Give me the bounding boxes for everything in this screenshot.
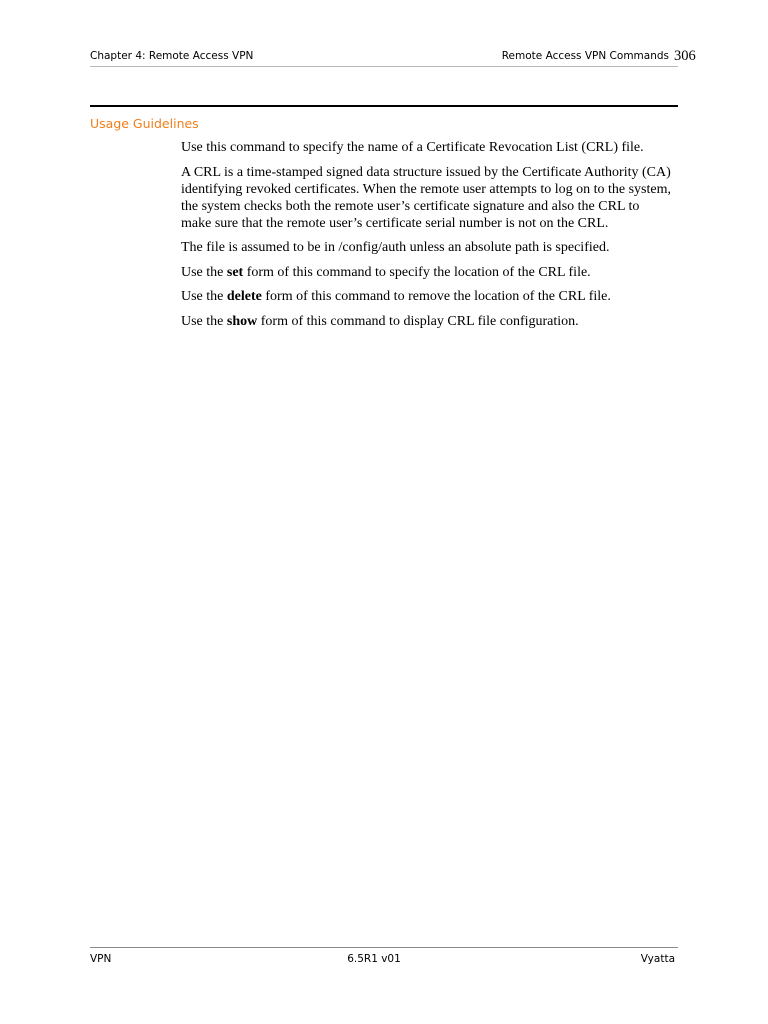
paragraph: A CRL is a time-stamped signed data structure issued by the Certificate Authority (CA) identifying revoked certificates. When the remote user attempts to log on to the system, the system checks both the remote user’s certificate signature and also the CRL to make sure that the remote user’s certificate serial number is not on the CRL. [181,164,671,231]
form-paragraph-delete [181,288,671,305]
form-paragraph-set [181,264,671,281]
header-section: Remote Access VPN Commands [501,50,669,62]
usage-guidelines-body [181,139,671,337]
footer-company: Vyatta [640,953,675,965]
keyword-show: show [226,313,258,329]
paragraph: The file is assumed to be in /config/auth unless an absolute path is specified. [181,240,610,255]
section-title: Usage Guidelines [90,116,199,131]
page-footer [90,947,678,968]
form-suffix: form of this command to specify the location of the CRL file. [243,264,591,280]
form-paragraph-show [181,313,671,330]
header-chapter: Chapter 4: Remote Access VPN [90,50,254,62]
paragraph: Use this command to specify the name of a Certificate Revocation List (CRL) file. [181,140,644,155]
section-divider [90,105,678,107]
keyword-set: set [226,264,244,280]
form-prefix: Use the [181,264,227,280]
form-prefix: Use the [181,313,227,329]
page-header [90,48,696,67]
page-number: 306 [674,48,696,64]
form-suffix: form of this command to remove the location of the CRL file. [261,289,611,304]
keyword-delete: delete [226,289,262,304]
footer-product: VPN [90,953,112,965]
form-prefix: Use the [181,289,227,304]
form-suffix: form of this command to display CRL file configuration. [257,313,579,329]
footer-version: 6.5R1 v01 [347,953,401,965]
